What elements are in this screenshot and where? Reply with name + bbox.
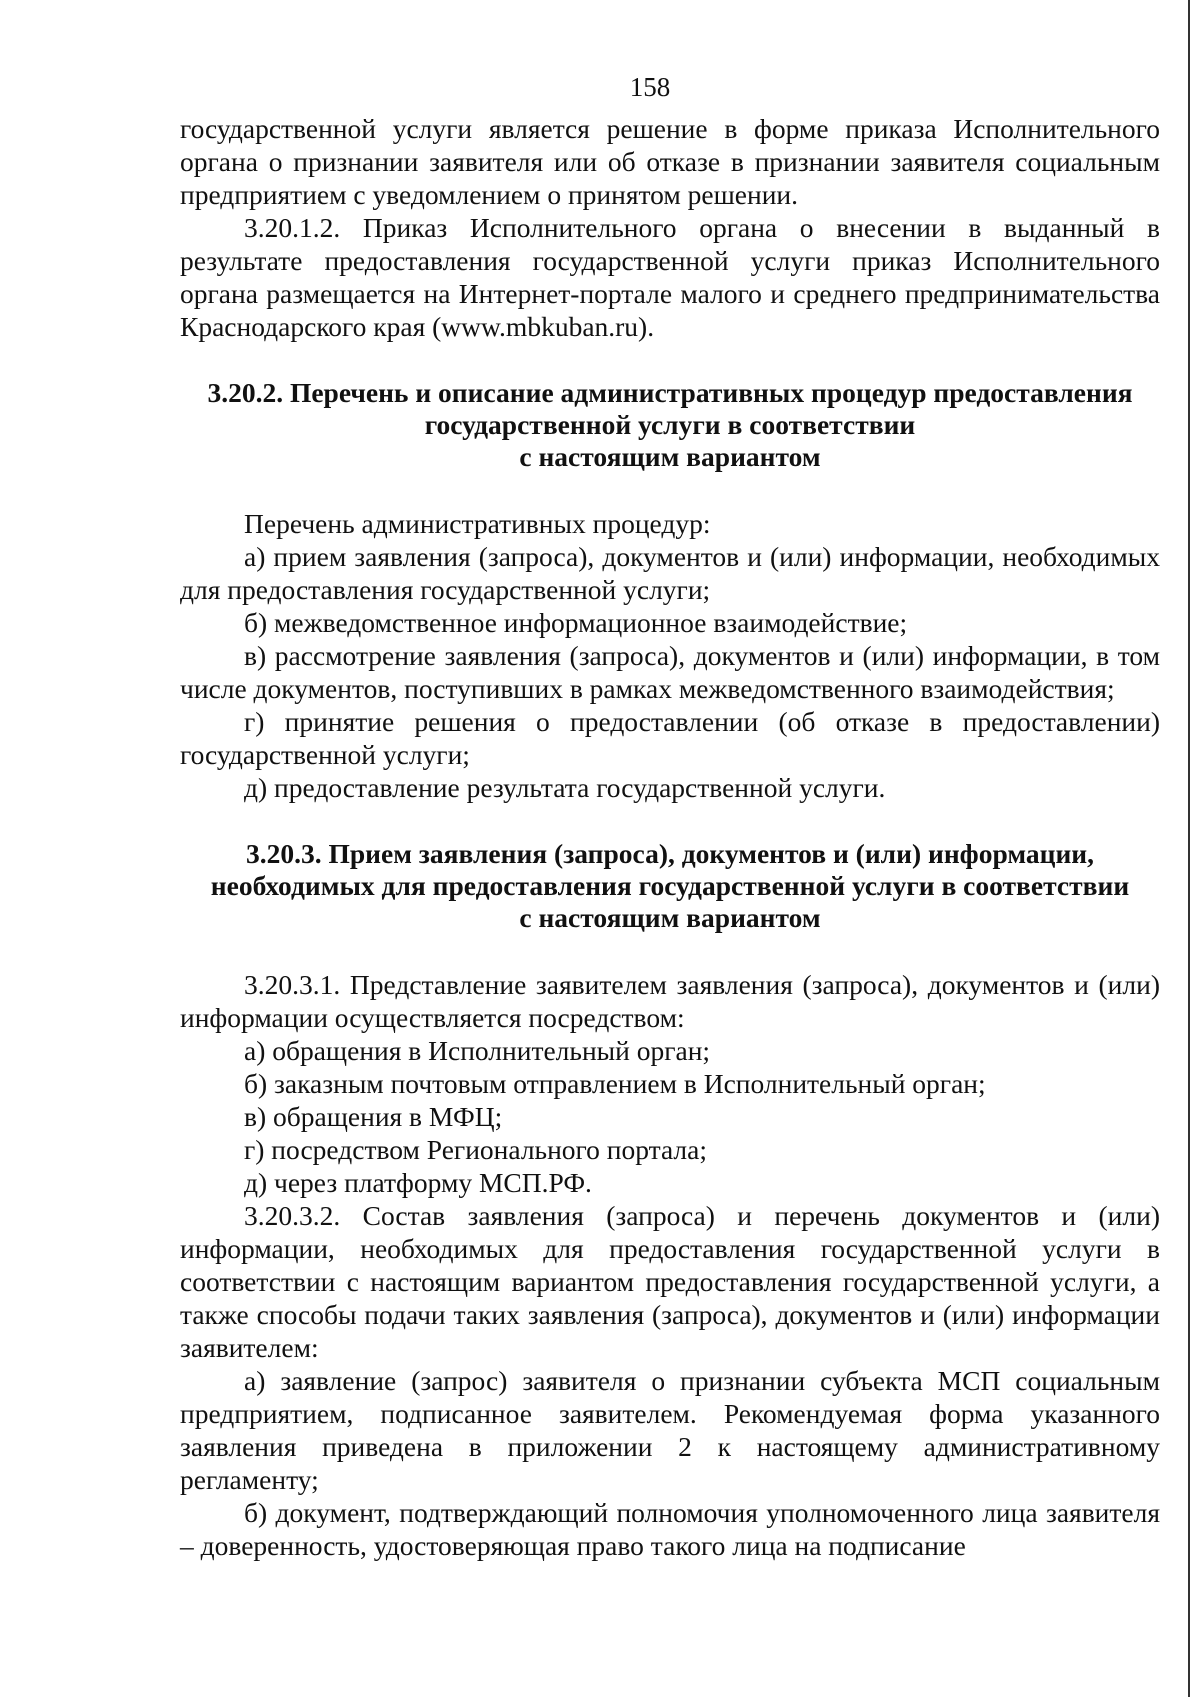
page-edge-line <box>1188 0 1190 1697</box>
heading-3-20-3-line1: 3.20.3. Прием заявления (запроса), документов и (или) информации, <box>245 838 1095 869</box>
procedures-intro: Перечень административных процедур: <box>244 508 711 539</box>
heading-3-20-3 <box>180 838 1160 934</box>
heading-3-20-3-line3: с настоящим вариантом <box>519 902 821 933</box>
document-body <box>180 112 1160 1562</box>
document-item-a: а) заявление (запрос) заявителя о признании субъекта МСП социальным предприятием, подписанное заявителем. Рекомендуемая форма указанного заявления приведена в приложении 2 к настоящему административному регламенту; <box>180 1365 1160 1495</box>
submission-item-b: б) заказным почтовым отправлением в Исполнительный орган; <box>244 1068 986 1099</box>
procedure-item-g: г) принятие решения о предоставлении (об отказе в предоставлении) государственной услуги; <box>180 706 1160 770</box>
submission-item-d: д) через платформу МСП.РФ. <box>244 1167 592 1198</box>
paragraph-3-20-1-2: 3.20.1.2. Приказ Исполнительного органа о внесении в выданный в результате предоставления государственной услуги приказ Исполнительного органа размещается на Интернет-портале малого и среднего предпринимательства Краснодарского края (www.mbkuban.ru). <box>180 212 1160 342</box>
heading-3-20-2 <box>180 377 1160 473</box>
spacer <box>180 343 1160 377</box>
submission-item-a: а) обращения в Исполнительный орган; <box>244 1035 711 1066</box>
paragraph-result-decision: государственной услуги является решение в форме приказа Исполнительного органа о признании заявителя или об отказе в признании заявителя социальным предприятием с уведомлением о принятом решении. <box>180 113 1160 210</box>
heading-3-20-3-line2: необходимых для предоставления государственной услуги в соответствии <box>210 870 1130 901</box>
paragraph-3-20-3-2: 3.20.3.2. Состав заявления (запроса) и перечень документов и (или) информации, необходимых для предоставления государственной услуги в соответствии с настоящим вариантом предоставления государственной услуги, а также способы подачи таких заявления (запроса), документов и (или) информации заявителем: <box>180 1200 1160 1363</box>
procedure-item-d: д) предоставление результата государственной услуги. <box>244 772 886 803</box>
spacer <box>180 804 1160 838</box>
procedure-item-v: в) рассмотрение заявления (запроса), документов и (или) информации, в том числе документов, поступивших в рамках межведомственного взаимодействия; <box>180 640 1160 704</box>
spacer <box>180 934 1160 968</box>
submission-item-g: г) посредством Регионального портала; <box>244 1134 708 1165</box>
procedure-item-b: б) межведомственное информационное взаимодействие; <box>244 607 908 638</box>
spacer <box>180 473 1160 507</box>
heading-3-20-2-line1: 3.20.2. Перечень и описание административных процедур предоставления <box>207 377 1133 408</box>
heading-3-20-2-line3: с настоящим вариантом <box>519 441 821 472</box>
heading-3-20-2-line2: государственной услуги в соответствии <box>424 409 916 440</box>
procedure-item-a: а) прием заявления (запроса), документов и (или) информации, необходимых для предоставления государственной услуги; <box>180 541 1160 605</box>
paragraph-3-20-3-1: 3.20.3.1. Представление заявителем заявления (запроса), документов и (или) информации осуществляется посредством: <box>180 969 1160 1033</box>
page-number: 158 <box>629 72 671 102</box>
submission-item-v: в) обращения в МФЦ; <box>244 1101 503 1132</box>
document-item-b: б) документ, подтверждающий полномочия уполномоченного лица заявителя – доверенность, удостоверяющая право такого лица на подписание <box>180 1497 1160 1561</box>
